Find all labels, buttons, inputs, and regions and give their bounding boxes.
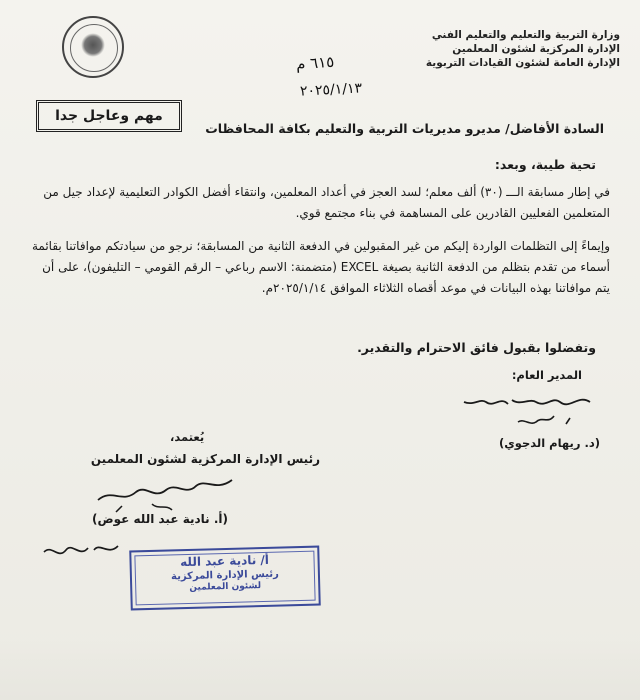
- stamp-line-role: رئيس الإدارة المركزية: [170, 568, 279, 583]
- stamp-line-name: أ/ نادية عبد الله: [179, 552, 270, 570]
- body-paragraph-2: وإيماءً إلى التظلمات الواردة إليكم من غير المقبولين في الدفعة الثانية من المسابقة؛ نرجو من سيادتكم موافاتنا بقائمة أسماء من تقدم بتظلم من الدفعة الثانية بصيغة EXCEL (متضمنة: الاسم رباعي – الرقم القومي – التليفون)، على أن يتم موافاتنا بهذه البيانات في موعد أقصاه الثلاثاء الموافق ٢٠٢٥/١/١٤م.: [31, 239, 610, 295]
- urgent-label-box: مهم وعاجل جدا: [36, 100, 182, 132]
- letterhead: [410, 28, 620, 70]
- letterhead-general-admin: الإدارة العامة لشئون القيادات التربوية: [425, 57, 620, 69]
- body-paragraph-1: في إطار مسابقة الـــ (٣٠) ألف معلم؛ لسد العجز في أعداد المعلمين، وانتقاء أفضل الكوادر التعليمية لإعداد جيل من المتعلمين الفعليين القادرين على المساهمة في بناء مجتمع قوي.: [43, 185, 610, 220]
- letterhead-ministry: وزارة التربية والتعليم والتعليم الفني: [431, 29, 620, 41]
- reference-date: ٢٠٢٥/١/١٣: [299, 80, 363, 100]
- paper-shadow: [0, 640, 640, 700]
- closing-line: وتفضلوا بقبول فائق الاحترام والتقدير.: [357, 340, 596, 355]
- greeting-line: تحية طيبة، وبعد:: [494, 157, 596, 172]
- addressee-line: السادة الأفاضل/ مديرو مديريات التربية والتعليم بكافة المحافظات: [205, 121, 604, 136]
- handwritten-scribble: [38, 532, 124, 568]
- letterhead-central-admin: الإدارة المركزية لشئون المعلمين: [452, 43, 620, 55]
- official-stamp: [129, 546, 321, 611]
- general-director-handwritten-signature: [450, 388, 600, 428]
- approver-name: (أ. نادية عبد الله عوض): [92, 512, 228, 526]
- ministry-seal-logo: [62, 16, 124, 78]
- reference-number: ٦١٥ م: [295, 52, 335, 74]
- general-director-title: المدير العام:: [511, 368, 582, 382]
- approval-label: يُعتمد،: [170, 430, 205, 444]
- approval-role: رئيس الإدارة المركزية لشئون المعلمين: [90, 452, 320, 466]
- stamp-line-dept: لشئون المعلمين: [189, 581, 262, 593]
- approver-handwritten-signature: [92, 470, 242, 514]
- general-director-name: (د. ريهام الدجوي): [498, 436, 600, 450]
